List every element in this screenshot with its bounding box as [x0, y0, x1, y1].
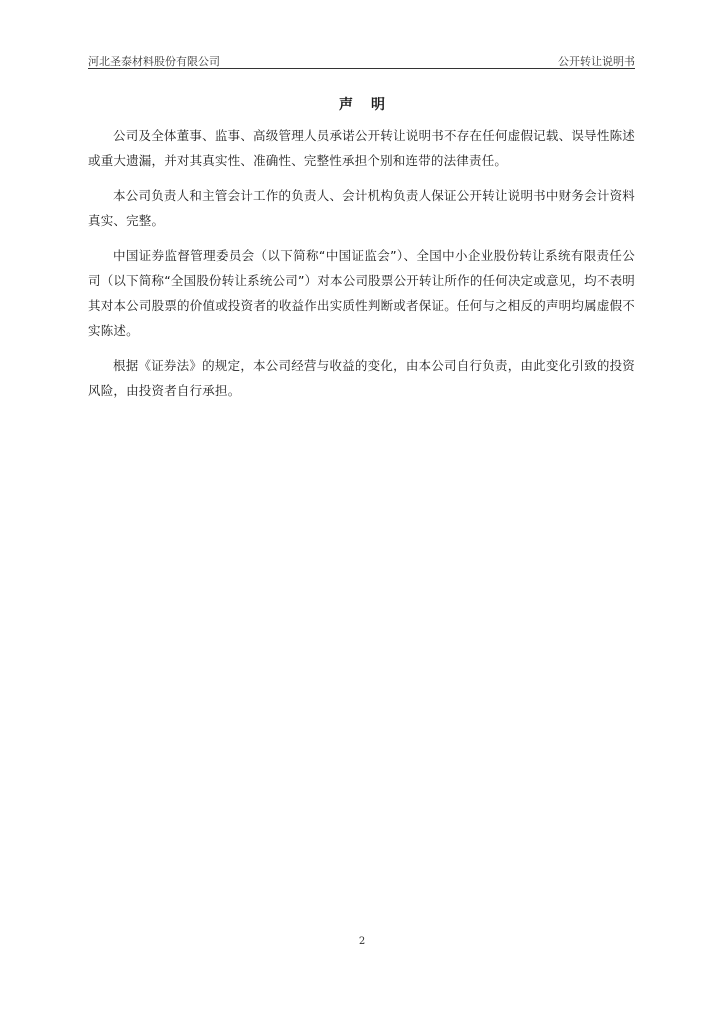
header-company-name: 河北圣泰材料股份有限公司 [88, 55, 220, 68]
page-header [88, 50, 635, 69]
statement-paragraph: 本公司负责人和主管会计工作的负责人、会计机构负责人保证公开转让说明书中财务会计资料真实、完整。 [88, 188, 635, 228]
statement-body [88, 123, 635, 413]
statement-paragraph: 公司及全体董事、监事、高级管理人员承诺公开转让说明书不存在任何虚假记载、误导性陈述或重大遗漏，并对其真实性、准确性、完整性承担个别和连带的法律责任。 [88, 128, 635, 168]
statement-paragraph: 中国证券监督管理委员会（以下简称“中国证监会”）、全国中小企业股份转让系统有限责任公司（以下简称“全国股份转让系统公司”）对本公司股票公开转让所作的任何决定或意见，均不表明其对本公司股票的价值或投资者的收益作出实质性判断或者保证。任何与之相反的声明均属虚假不实陈述。 [88, 248, 635, 338]
section-title: 声明 [339, 97, 403, 113]
header-document-title: 公开转让说明书 [558, 55, 635, 68]
statement-paragraph: 根据《证券法》的规定，本公司经营与收益的变化，由本公司自行负责，由此变化引致的投资风险，由投资者自行承担。 [88, 358, 635, 398]
page-number: 2 [358, 936, 366, 947]
